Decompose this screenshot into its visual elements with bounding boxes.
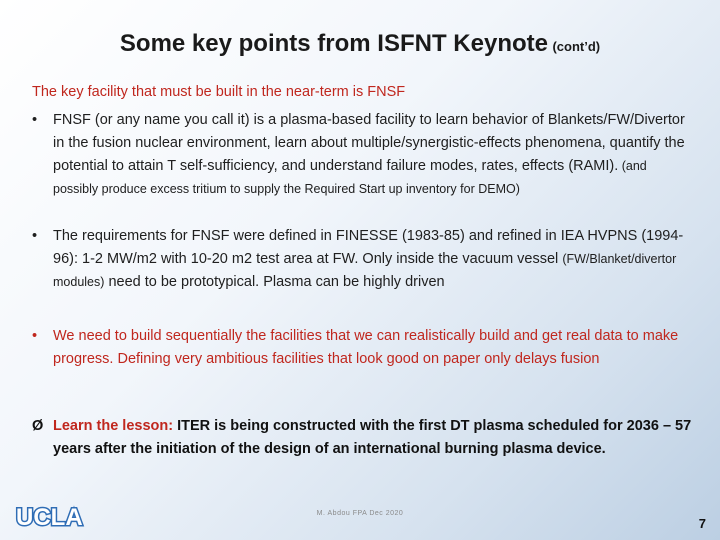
- slide-title-main: Some key points from ISFNT Keynote: [119, 30, 548, 57]
- bullet-text: FNSF (or any name you call it) is a plasma-based facility to learn behavior of Blankets/FW/Divertor in the fusion nuclear environment, learn about multiple/synergistic-effects phenomena, quantify the potential to attain T self-sufficiency, and understand failure modes, rates, effects (RAMI).: [53, 112, 685, 174]
- bullet-sequential-facilities: [32, 325, 692, 371]
- ucla-logo-text: UCLA: [16, 504, 83, 530]
- bullet-note: (FW/Blanket/divertor modules): [53, 252, 677, 289]
- bullet-text-end: need to be prototypical. Plasma can be highly driven: [104, 274, 445, 290]
- arrow-bullet-icon: Ø: [32, 418, 44, 434]
- bullet-text: ITER is being constructed with the first DT plasma scheduled for 2036 – 57 years after the initiation of the design of an international burning plasma device.: [53, 418, 692, 457]
- slide-title-suffix: (cont’d): [552, 39, 601, 54]
- bullet-body: [53, 225, 692, 294]
- bullet-fnsf-requirements: [32, 225, 692, 294]
- bullet-learn-lesson: [32, 415, 692, 461]
- slide-title: [0, 30, 720, 58]
- bullet-fnsf-definition: [32, 109, 692, 201]
- bullet-lead: Learn the lesson:: [53, 418, 174, 434]
- page-number: 7: [698, 516, 706, 531]
- bullet-body: [53, 415, 692, 461]
- footer-credit: M. Abdou FPA Dec 2020: [316, 510, 404, 517]
- intro-statement: The key facility that must be built in the near-term is FNSF: [32, 84, 406, 100]
- bullet-marker: •: [32, 112, 38, 128]
- bullet-note: (and possibly produce excess tritium to supply the Required Start up inventory for DEMO): [53, 159, 647, 196]
- bullet-marker: •: [32, 328, 38, 344]
- bullet-body: We need to build sequentially the facilities that we can realistically build and get real data to make progress. Defining very ambitious facilities that look good on paper only delays fusion: [53, 328, 679, 367]
- bullet-text: The requirements for FNSF were defined in FINESSE (1983-85) and refined in IEA HVPNS (1994-96): 1-2 MW/m2 with 10-20 m2 test area at FW. Only inside the vacuum vessel: [53, 228, 684, 267]
- bullet-marker: •: [32, 228, 38, 244]
- bullet-body: [53, 109, 692, 201]
